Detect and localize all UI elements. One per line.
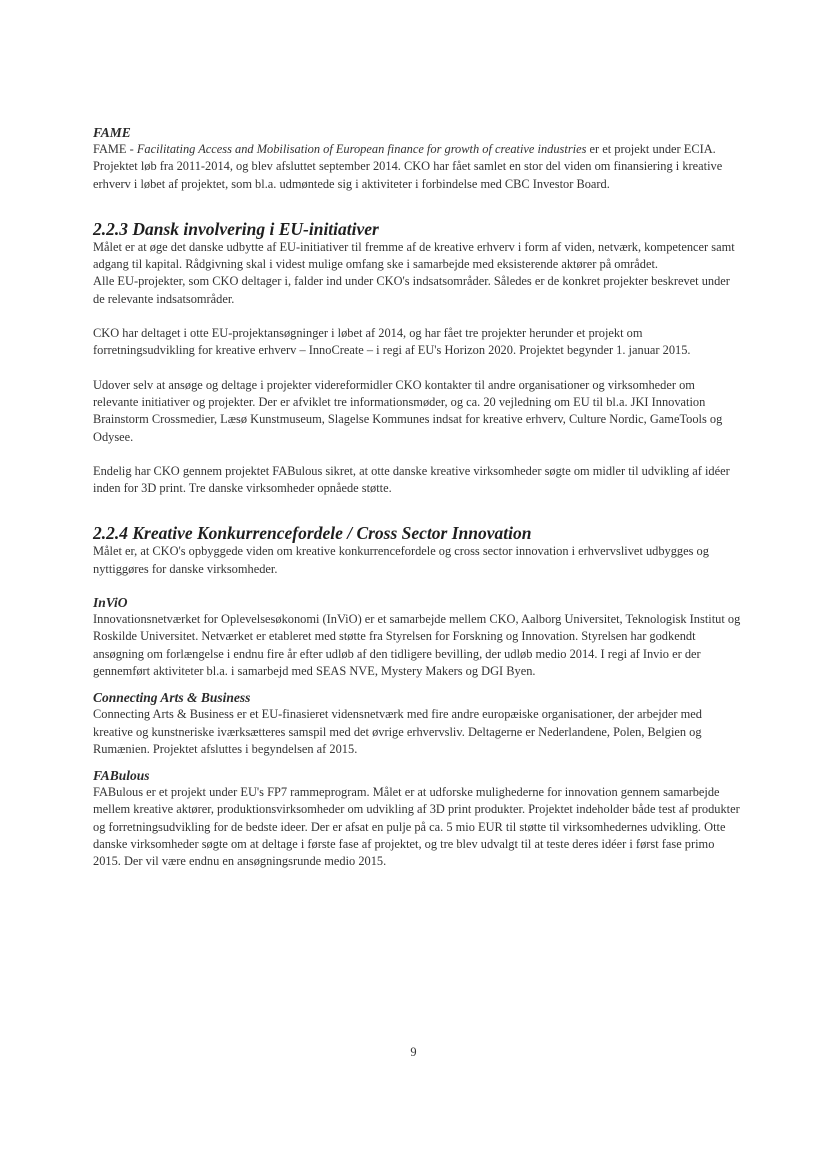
invio-heading: InViO (93, 595, 128, 611)
fabulous-paragraph: FABulous er et projekt under EU's FP7 rammeprogram. Målet er at udforske mulighederne for innovation gennem samarbejde mellem kreative aktører, produktionsvirksomheder om udvikling af 3D print produkter. Projektet indeholder både test af produkter og forretningsudvikling for de bedste ideer. Der er afsat en pulje på ca. 5 mio EUR til støtte til virksomhedernes udvikling. Otte danske virksomheder søgte om at deltage i første fase af projektet, og tre blev udvalgt til at teste deres idéer i først fase primo 2015. Der vil være endnu en ansøgningsrunde medio 2015. (93, 785, 740, 869)
fabulous-heading: FABulous (93, 768, 150, 784)
section-2-2-3-heading: 2.2.3 Dansk involvering i EU-initiativer (93, 218, 379, 239)
connecting-heading: Connecting Arts & Business (93, 690, 251, 706)
fame-intro-prefix: FAME - (93, 142, 137, 156)
fame-heading: FAME (93, 125, 131, 140)
section-2-2-3-goal: Målet er at øge det danske udbytte af EU-initiativer til fremme af de kreative erhverv i form af viden, netværk, kompetencer samt adgang til kapital. Rådgivning skal i videst mulige omfang ske i samarbejde med eksisterende aktører på området. (93, 239, 735, 272)
section-2-2-3-fabulous-note: Endelig har CKO gennem projektet FABulous sikret, at otte danske kreative virksomheder søgte om midler til udvikling af idéer inden for 3D print. Tre danske virksomheder opnåede støtte. (93, 463, 730, 496)
section-2-2-3-guidance: Udover selv at ansøge og deltage i projekter videreformidler CKO kontakter til andre organisationer og virksomheder om relevante initiativer og projekter. Der er afviklet tre informationsmøder, og ca. 20 vejledning om EU til bl.a. JKI Innovation Brainstorm Crossmedier, Læsø Kunstmuseum, Slagelse Kommunes indsat for kreative erhverv, Culture Nordic, GameTools og Odysee. (93, 377, 723, 444)
section-2-2-4-goal: Målet er, at CKO's opbyggede viden om kreative konkurrencefordele og cross sector innovation i erhvervslivet udbygges og nyttiggøres for danske virksomheder. (93, 544, 709, 576)
section-2-2-3-projects: Alle EU-projekter, som CKO deltager i, falder ind under CKO's indsatsområder. Således er de konkret projekter beskrevet under de relevante indsatsområder. (93, 274, 730, 306)
fame-paragraph (93, 141, 743, 193)
invio-paragraph: Innovationsnetværket for Oplevelsesøkonomi (InViO) er et samarbejde mellem CKO, Aalborg Universitet, Teknologisk Institut og Roskilde Universitet. Netværket er etableret med støtte fra Styrelsen for Forskning og Innovation. Styrelsen har godkendt ansøgning om forlængelse i endnu fire år efter udløb af den tidligere bevilling, der udløb medio 2014. I regi af Invio er der gennemført aktiviteter bl.a. i samarbejd med SEAS NVE, Mystery Makers og DGI Byen. (93, 612, 741, 678)
section-2-2-3-applications: CKO har deltaget i otte EU-projektansøgninger i løbet af 2014, og har fået tre projekter herunder et projekt om forretningsudvikling for kreative erhverv – InnoCreate – i regi af EU's Horizon 2020. Projektet begynder 1. januar 2015. (93, 326, 691, 358)
connecting-paragraph: Connecting Arts & Business er et EU-finasieret vidensnetværk med fire andre europæiske organisationer, der arbejder med kreative og kunstneriske iværksætteres samspil med det øvrige erhvervsliv. Deltagerne er Nederlandene, Polen, Belgien og Rumænien. Projektet afsluttes i begyndelsen af 2015. (93, 707, 702, 756)
section-2-2-4-heading: 2.2.4 Kreative Konkurrencefordele / Cross Sector Innovation (93, 523, 532, 544)
fame-intro-rest: er et projekt under ECIA. Projektet løb fra 2011-2014, og blev afsluttet september 2014. CKO har fået samlet en stor del viden om finansiering i kreative erhverv i løbet af projektet, som bl.a. udmøntede sig i aktiviteter i forbindelse med CBC Investor Board. (93, 142, 723, 191)
page-number: 9 (410, 1045, 417, 1059)
page-content (93, 125, 743, 871)
fame-full-title: Facilitating Access and Mobilisation of European finance for growth of creative industries (136, 142, 587, 156)
